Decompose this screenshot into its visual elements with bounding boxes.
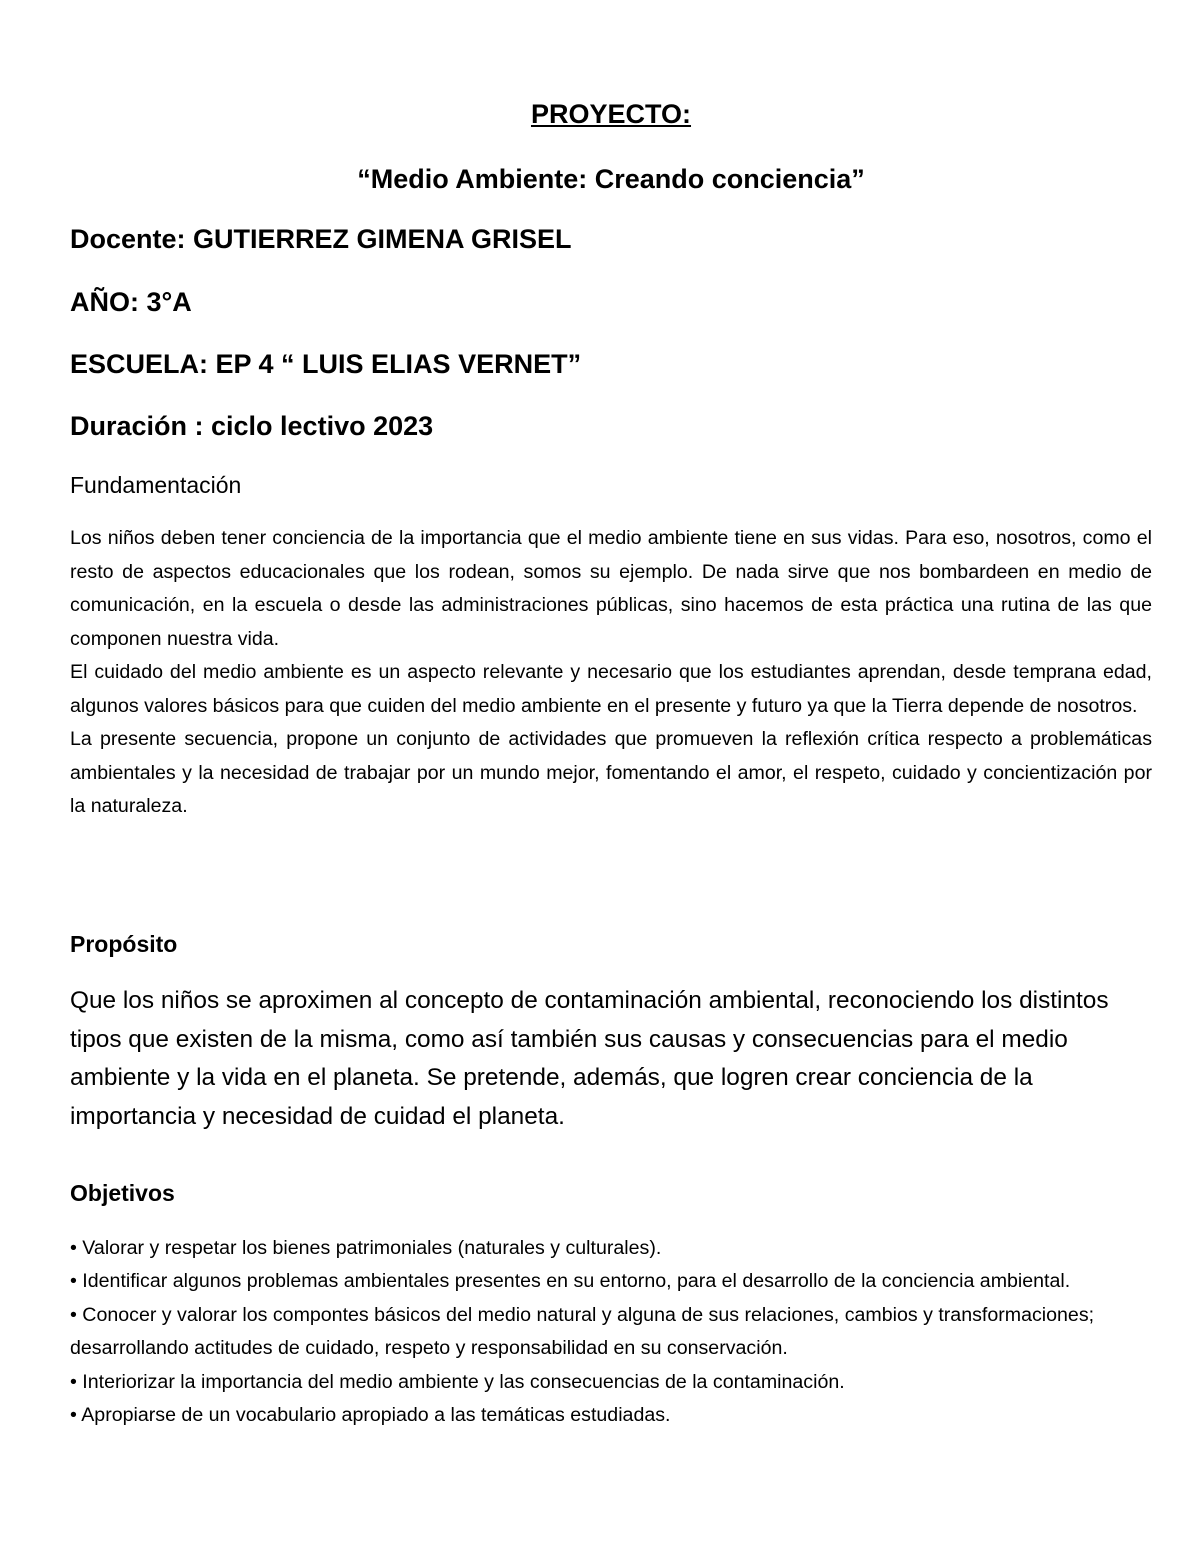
document-title: PROYECTO: xyxy=(530,99,692,129)
teacher-line: Docente: GUTIERREZ GIMENA GRISEL xyxy=(70,224,572,254)
list-item: • Identificar algunos problemas ambientales presentes en su entorno, para el desarrollo de la conciencia ambiental. xyxy=(70,1270,1071,1293)
list-item: • Conocer y valorar los compontes básicos del medio natural y alguna de sus relaciones, cambios y transformaciones; desarrollando actitudes de cuidado, respeto y responsabilidad en su conservación. xyxy=(70,1303,1095,1360)
list-item: • Valorar y respetar los bienes patrimoniales (naturales y culturales). xyxy=(70,1237,662,1259)
fundamentacion-heading: Fundamentación xyxy=(70,472,242,498)
fundamentacion-body xyxy=(70,522,1152,824)
proposito-text: Que los niños se aproximen al concepto de contaminación ambiental, reconociendo los distintos tipos que existen de la misma, como así también sus causas y consecuencias para el medio ambiente y la vida en el planeta. Se pretende, además, que logren crear conciencia de la importancia y necesidad de cuidad el planeta. xyxy=(70,987,1109,1130)
year-line: AÑO: 3°A xyxy=(70,287,192,317)
school-line: ESCUELA: EP 4 “ LUIS ELIAS VERNET” xyxy=(70,349,582,379)
list-item: • Apropiarse de un vocabulario apropiado a las temáticas estudiadas. xyxy=(70,1404,671,1427)
proposito-heading: Propósito xyxy=(70,931,178,957)
project-subtitle: “Medio Ambiente: Creando conciencia” xyxy=(357,164,865,194)
fundamentacion-paragraph-1: Los niños deben tener conciencia de la importancia que el medio ambiente tiene en sus vidas. Para eso, nosotros, como el resto de aspectos educacionales que los rodean, somos su ejemplo. De nada sirve que nos bombardeen en medio de comunicación, en la escuela o desde las administraciones públicas, sino hacemos de esta práctica una rutina de las que componen nuestra vida. xyxy=(70,527,1152,650)
list-item: • Interiorizar la importancia del medio ambiente y las consecuencias de la contaminación. xyxy=(70,1370,845,1393)
fundamentacion-paragraph-2: El cuidado del medio ambiente es un aspecto relevante y necesario que los estudiantes aprendan, desde temprana edad, algunos valores básicos para que cuiden del medio ambiente en el presente y futuro ya que la Tierra depende de nosotros. xyxy=(70,661,1152,717)
duration-line: Duración : ciclo lectivo 2023 xyxy=(70,411,434,441)
objetivos-list xyxy=(70,1232,1152,1432)
objetivos-heading: Objetivos xyxy=(70,1180,175,1206)
fundamentacion-paragraph-3: La presente secuencia, propone un conjunto de actividades que promueven la reflexión crítica respecto a problemáticas ambientales y la necesidad de trabajar por un mundo mejor, fomentando el amor, el respeto, cuidado y concientización por la naturaleza. xyxy=(70,728,1152,817)
